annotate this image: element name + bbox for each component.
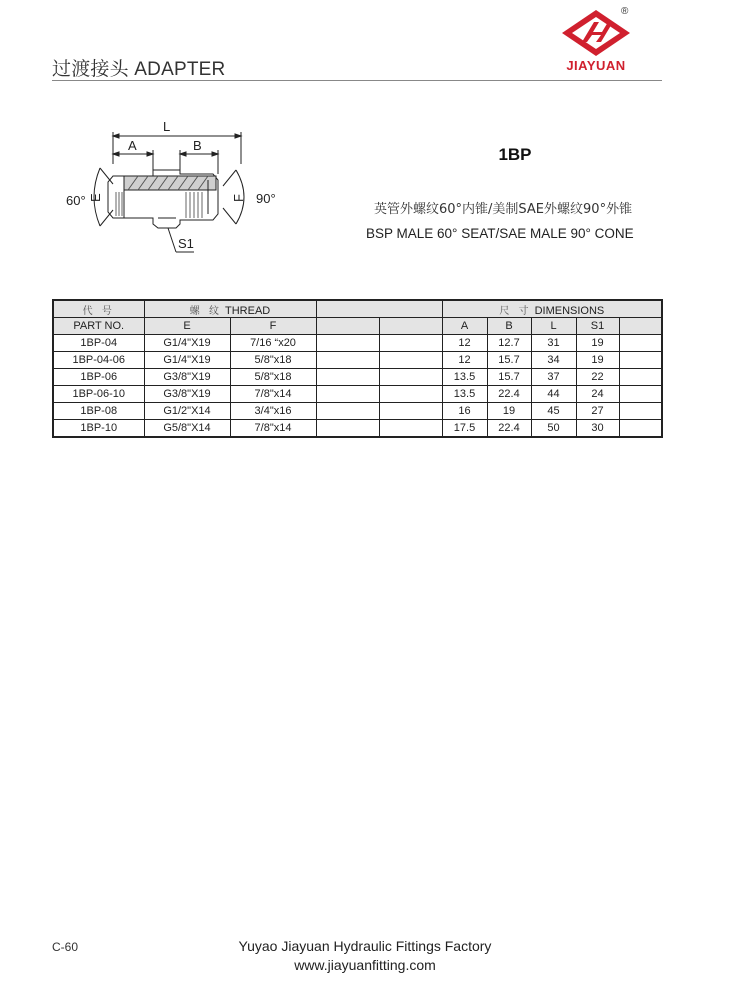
- cell-F: 7/8"x14: [230, 420, 316, 438]
- table-row: [53, 403, 662, 420]
- dim-F-label: F: [231, 194, 246, 202]
- cell-F: 7/8"x14: [230, 386, 316, 403]
- cell-blank: [379, 369, 442, 386]
- cell-E: G1/2"X14: [144, 403, 230, 420]
- cell-B: 22.4: [487, 386, 531, 403]
- col-F: F: [230, 318, 316, 335]
- company-website: www.jiayuanfitting.com: [294, 957, 436, 973]
- description-cn: 英管外螺纹60°内锥/美制SAE外螺纹90°外锥: [374, 202, 633, 217]
- cell-blank: [379, 420, 442, 438]
- cell-S1: 19: [576, 335, 619, 352]
- cell-blank: [316, 420, 379, 438]
- col-B: B: [487, 318, 531, 335]
- cell-blank: [316, 369, 379, 386]
- cell-blank: [619, 352, 662, 369]
- cell-E: G5/8"X14: [144, 420, 230, 438]
- cell-blank: [379, 352, 442, 369]
- table-row: [53, 386, 662, 403]
- blank-group-header: [316, 300, 442, 318]
- dim-S1-label: S1: [178, 236, 194, 251]
- dimensions-group-header: 尺 寸 DIMENSIONS: [442, 300, 662, 318]
- cell-L: 37: [531, 369, 576, 386]
- col-A: A: [442, 318, 487, 335]
- cell-part: 1BP-06-10: [53, 386, 144, 403]
- cell-B: 22.4: [487, 420, 531, 438]
- cell-B: 19: [487, 403, 531, 420]
- cell-A: 12: [442, 335, 487, 352]
- cell-blank: [619, 335, 662, 352]
- cell-S1: 19: [576, 352, 619, 369]
- cell-blank: [379, 335, 442, 352]
- col-E: E: [144, 318, 230, 335]
- table-row: [53, 352, 662, 369]
- cell-blank: [619, 420, 662, 438]
- col-L: L: [531, 318, 576, 335]
- cell-S1: 30: [576, 420, 619, 438]
- col-part-no: PART NO.: [53, 318, 144, 335]
- dim-L-label: L: [163, 119, 171, 134]
- cell-F: 5/8"x18: [230, 369, 316, 386]
- cell-E: G1/4"X19: [144, 335, 230, 352]
- cell-L: 44: [531, 386, 576, 403]
- thread-group-header: 螺 纹 THREAD: [144, 300, 316, 318]
- brand-name: JIAYUAN: [566, 58, 626, 73]
- page-title: 过渡接头 ADAPTER: [52, 59, 226, 80]
- cell-blank: [316, 403, 379, 420]
- table-column-header: [53, 318, 662, 335]
- cell-B: 15.7: [487, 352, 531, 369]
- table-row: [53, 335, 662, 352]
- cell-E: G3/8"X19: [144, 369, 230, 386]
- fitting-drawing: [58, 114, 318, 269]
- cell-S1: 24: [576, 386, 619, 403]
- header-divider: [52, 80, 662, 81]
- cell-part: 1BP-04: [53, 335, 144, 352]
- product-code: 1BP: [498, 145, 532, 164]
- cell-A: 13.5: [442, 369, 487, 386]
- brand-logo: [556, 8, 636, 76]
- dim-E-label: E: [88, 193, 103, 202]
- cell-B: 15.7: [487, 369, 531, 386]
- cell-blank: [619, 386, 662, 403]
- col-S1: S1: [576, 318, 619, 335]
- cell-blank: [379, 386, 442, 403]
- col-blank: [316, 318, 379, 335]
- cell-blank: [619, 369, 662, 386]
- description-en: BSP MALE 60° SEAT/SAE MALE 90° CONE: [366, 226, 634, 241]
- company-name: Yuyao Jiayuan Hydraulic Fittings Factory: [238, 938, 492, 954]
- cell-part: 1BP-06: [53, 369, 144, 386]
- dimensions-table: [52, 299, 663, 438]
- table-row: [53, 420, 662, 438]
- cell-part: 1BP-04-06: [53, 352, 144, 369]
- angle-60-label: 60°: [66, 193, 86, 208]
- cell-A: 17.5: [442, 420, 487, 438]
- cell-F: 7/16 “x20: [230, 335, 316, 352]
- cell-S1: 22: [576, 369, 619, 386]
- cell-A: 16: [442, 403, 487, 420]
- cell-L: 31: [531, 335, 576, 352]
- cell-blank: [316, 352, 379, 369]
- cell-blank: [619, 403, 662, 420]
- cell-blank: [316, 335, 379, 352]
- col-blank: [619, 318, 662, 335]
- dim-A-label: A: [128, 138, 137, 153]
- registered-mark: ®: [621, 6, 629, 17]
- cell-F: 5/8"x18: [230, 352, 316, 369]
- table-group-header: [53, 300, 662, 318]
- cell-part: 1BP-10: [53, 420, 144, 438]
- cell-L: 34: [531, 352, 576, 369]
- cell-L: 45: [531, 403, 576, 420]
- cell-L: 50: [531, 420, 576, 438]
- cell-blank: [379, 403, 442, 420]
- col-blank: [379, 318, 442, 335]
- cell-part: 1BP-08: [53, 403, 144, 420]
- part-group-header: 代 号: [53, 300, 144, 318]
- cell-A: 13.5: [442, 386, 487, 403]
- cell-S1: 27: [576, 403, 619, 420]
- cell-E: G1/4"X19: [144, 352, 230, 369]
- table-row: [53, 369, 662, 386]
- cell-E: G3/8"X19: [144, 386, 230, 403]
- cell-F: 3/4"x16: [230, 403, 316, 420]
- cell-B: 12.7: [487, 335, 531, 352]
- dim-B-label: B: [193, 138, 202, 153]
- cell-A: 12: [442, 352, 487, 369]
- page-number: C-60: [52, 940, 79, 954]
- angle-90-label: 90°: [256, 191, 276, 206]
- cell-blank: [316, 386, 379, 403]
